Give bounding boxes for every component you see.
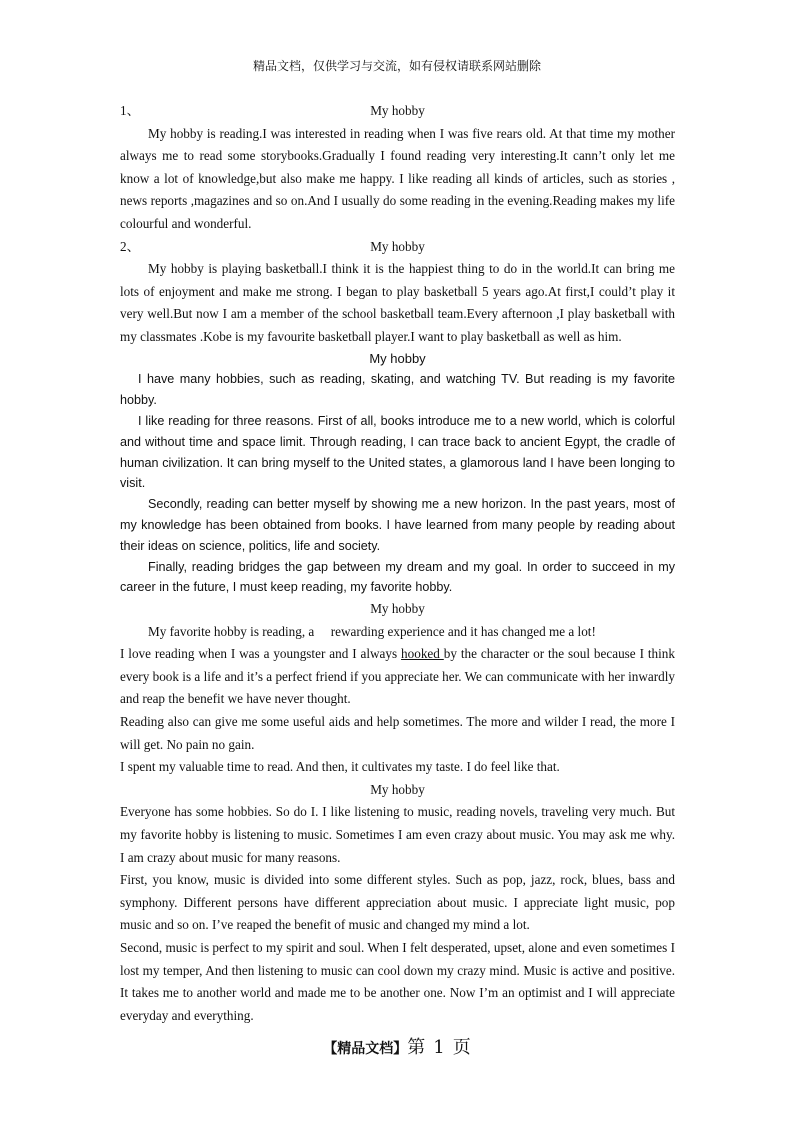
essay-paragraph: I like reading for three reasons. First of all, books introduce me to a new world, which is colorful and without time and space limit. Through reading, I can trace back to ancient Egypt, the cradle of human civilization. It can bring myself to the United states, a glamorous land I have been longing to visit.: [120, 413, 675, 491]
underlined-word: hooked: [401, 646, 444, 662]
footer-prefix: 第: [407, 1037, 426, 1058]
essay-title-row: [120, 100, 675, 123]
essay-title-row: [120, 236, 675, 259]
essay-paragraph: [120, 643, 675, 711]
essay-4: [120, 598, 675, 779]
paragraph-text: by the character or the soul because I think every book is a life and it’s a perfect friend if you appreciate her. We can communicate with her inwardly and reap the benefit we have never thought.: [120, 646, 675, 707]
footer-label: 【精品文档】: [323, 1041, 408, 1057]
essay-5: [120, 779, 675, 1028]
essay-paragraph: Reading also can give me some useful aids and help sometimes. The more and wilder I read, the more I will get. No pain no gain.: [120, 714, 675, 752]
essay-3: [120, 349, 675, 599]
essay-paragraph: My favorite hobby is reading, a rewarding experience and it has changed me a lot!: [148, 623, 596, 639]
essay-paragraph: Second, music is perfect to my spirit and soul. When I felt desperated, upset, alone and even sometimes I lost my temper, And then listening to music can cool down my crazy mind. Music is active and positive. It takes me to another world and made me to be another one. Now I’m an optimist and I will appreciate everyday and everything.: [120, 940, 675, 1023]
essay-paragraph: My hobby is reading.I was interested in reading when I was five rears old. At that time my mother always me to read some storybooks.Gradually I found reading very interesting.It cann’t only let me know a lot of knowledge,but also make me happy. I like reading all kinds of articles, such as stories , news reports ,magazines and so on.And I usually do some reading in the evening.Reading makes my life colourful and wonderful.: [120, 125, 675, 231]
essay-title: My hobby: [370, 103, 425, 118]
paragraph-text: I love reading when I was a youngster and I always: [120, 646, 402, 662]
page-number: 1: [433, 1037, 445, 1058]
essay-number: 1、: [120, 103, 140, 118]
essay-2: [120, 236, 675, 349]
essay-paragraph: Finally, reading bridges the gap between my dream and my goal. In order to succeed in my career in the future, I must keep reading, my favorite hobby.: [120, 559, 675, 595]
essay-paragraph: My hobby is playing basketball.I think it is the happiest thing to do in the world.It can bring me lots of enjoyment and make me strong. I began to play basketball 5 years ago.At first,I could’t play it very well.But now I am a member of the school basketball team.Every afternoon ,I play basketball with my classmates .Kobe is my favourite basketball player.I want to play basketball as well as him.: [120, 261, 675, 344]
page-header: 精品文档，仅供学习与交流，如有侵权请联系网站删除: [252, 59, 541, 73]
document-body: [120, 100, 675, 1027]
essay-number: 2、: [120, 238, 140, 254]
essay-title: My hobby: [370, 781, 425, 797]
essay-title: My hobby: [370, 601, 425, 617]
essay-paragraph: Everyone has some hobbies. So do I. I like listening to music, reading novels, traveling very much. But my favorite hobby is listening to music. Sometimes I am even crazy about music. You may ask me why. I am crazy about music for many reasons.: [120, 804, 675, 865]
essay-paragraph: I spent my valuable time to read. And then, it cultivates my taste. I do feel like that.: [120, 759, 560, 775]
footer-suffix: 页: [452, 1037, 471, 1058]
page-footer: [0, 1033, 794, 1059]
essay-paragraph: I have many hobbies, such as reading, skating, and watching TV. But reading is my favorite hobby.: [120, 372, 675, 408]
essay-paragraph: Secondly, reading can better myself by showing me a new horizon. In the past years, most of my knowledge has been obtained from books. I have learned from many people by reading about their ideas on science, politics, life and society.: [120, 497, 675, 553]
essay-title: My hobby: [370, 238, 425, 254]
essay-title: My hobby: [369, 350, 426, 366]
essay-paragraph: First, you know, music is divided into some different styles. Such as pop, jazz, rock, blues, bass and symphony. Different persons have different appreciation about music. I appreciate light music, pop music and so on. I’ve reaped the benefit of music and changed my mind a lot.: [120, 872, 675, 933]
essay-1: [120, 100, 675, 236]
